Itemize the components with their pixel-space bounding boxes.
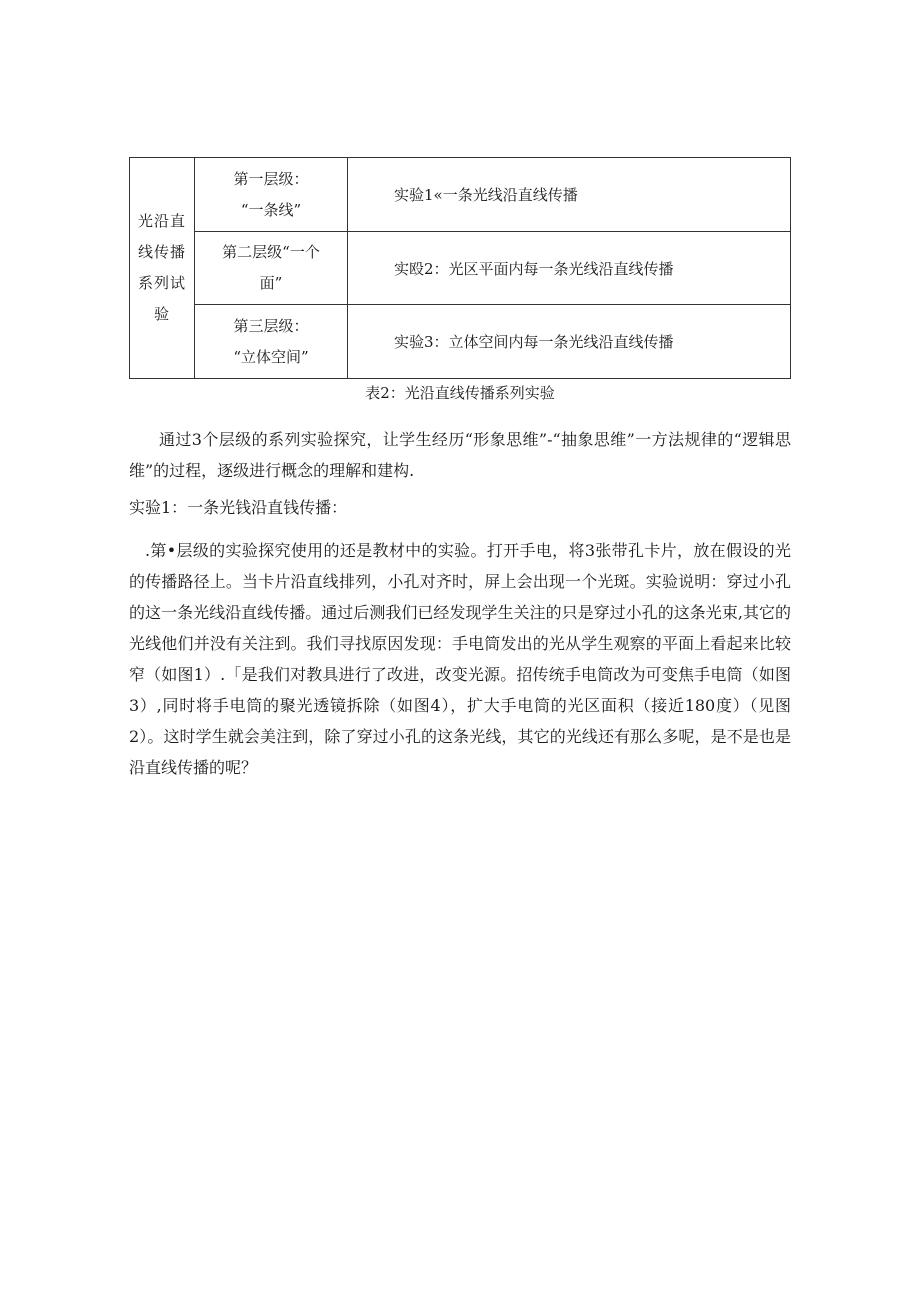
experiment-cell [348,305,791,379]
experiment-text: 实验3：立体空间内每一条光线沿直线传播 [394,333,674,351]
level-label: 第二层级“一个 [222,243,320,261]
level-cell [195,158,348,232]
section-heading: 实验1：一条光钱沿直钱传播： [129,498,348,517]
level-label: “一条线” [240,200,302,219]
experiment-table [129,157,791,379]
table-row [130,158,791,232]
body-paragraph: .第•层级的实验探究使用的还是教材中的实验。打开手电，将3张带孔卡片，放在假设的光的传播路径上。当卡片沿直线排列，小孔对齐时，屏上会出现一个光斑。实验说明：穿过小孔的这一条光线沿直线传播。通过后测我们已经发现学生关注的只是穿过小孔的这条光束,其它的光线他们并没有关注到。我们寻找原因发现：手电筒发出的光从学生观察的平面上看起来比较窄（如图1）.「是我们对教具进行了改进，改变光源。招传统手电筒改为可变焦手电筒（如图3）,同时将手电筒的聚光透镜拆除（如图4），扩大手电筒的光区面积（接近180度）（见图2）。这时学生就会美注到，除了穿过小孔的这条光线，其它的光线还有那么多呢，是不是也是沿直线传播的呢？ [129,541,791,777]
row-header-text: 光沿直线传播系列试验 [137,212,186,323]
level-label: 面” [259,274,283,292]
level-label: 第一层级： [233,169,309,188]
level-label: “立体空间” [233,347,309,366]
table-row [130,305,791,379]
experiment-cell [348,232,791,305]
body-paragraph: 通过3个层级的系列实验探究，让学生经历“形象思维”-“抽象思维”一方法规律的“逻辑思维”的过程，逐级进行概念的理解和建构. [129,430,791,480]
row-header-cell [130,158,195,379]
level-label: 第三层级： [233,316,309,335]
level-cell [195,232,348,305]
experiment-text: 实殴2：光区平面内每一条光线沿直线传播 [394,259,674,278]
experiment-cell [348,158,791,232]
table-row [130,232,791,305]
table-caption: 表2：光沿直线传播系列实验 [365,384,555,402]
level-cell [195,305,348,379]
experiment-text: 实验1«一条光线沿直线传播 [394,186,578,204]
